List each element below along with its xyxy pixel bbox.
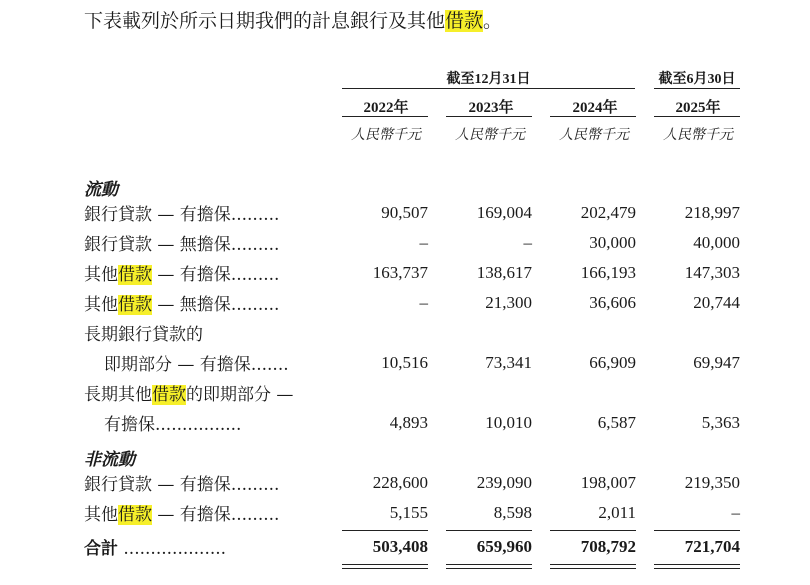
cell-value: 2,011 (598, 503, 636, 522)
cell-value: – (419, 293, 428, 312)
year-rule (446, 116, 532, 117)
subtotal-rule (654, 530, 740, 531)
cell-value: 69,947 (693, 353, 740, 372)
cell-value: – (731, 503, 740, 522)
subtotal-rule (446, 530, 532, 531)
total-value: 659,960 (476, 537, 532, 556)
intro-period: 。 (483, 10, 503, 32)
intro-sentence (84, 8, 502, 34)
unit-label: 人民幣千元 (351, 127, 421, 143)
header-group-rule (342, 88, 635, 89)
cell-value: 169,004 (476, 203, 532, 222)
unit-label: 人民幣千元 (559, 127, 629, 143)
header-group-jun30: 截至6月30日 (658, 72, 736, 87)
cell-value: 90,507 (381, 203, 428, 222)
cell-value: 21,300 (485, 293, 532, 312)
total-double-rule (654, 564, 740, 569)
row-label: 其他借款 — 有擔保......... (84, 505, 280, 525)
section-heading-current: 流動 (84, 180, 118, 200)
total-double-rule (342, 564, 428, 569)
cell-value: 4,893 (389, 413, 428, 432)
cell-value: 10,516 (381, 353, 428, 372)
year-rule (342, 116, 428, 117)
total-value: 708,792 (580, 537, 636, 556)
row-label: 銀行貸款 — 有擔保......... (84, 205, 280, 225)
cell-value: 10,010 (485, 413, 532, 432)
highlight-term: 借款 (118, 295, 152, 315)
row-label: 長期銀行貸款的 (84, 325, 203, 345)
row-label: 有擔保................ (104, 415, 242, 435)
cell-value: 239,090 (476, 473, 532, 492)
cell-value: 138,617 (476, 263, 532, 282)
year-rule (550, 116, 636, 117)
cell-value: 40,000 (693, 233, 740, 252)
highlight-term: 借款 (152, 385, 186, 405)
cell-value: – (419, 233, 428, 252)
cell-value: 20,744 (693, 293, 740, 312)
cell-value: 228,600 (372, 473, 428, 492)
row-label: 銀行貸款 — 無擔保......... (84, 235, 280, 255)
cell-value: 202,479 (580, 203, 636, 222)
year-header-2022: 2022年 (363, 100, 409, 116)
total-label: 合計 ................... (84, 539, 227, 559)
cell-value: 147,303 (684, 263, 740, 282)
year-header-2024: 2024年 (572, 100, 618, 116)
row-label: 即期部分 — 有擔保....... (104, 355, 289, 375)
cell-value: 218,997 (684, 203, 740, 222)
cell-value: 166,193 (580, 263, 636, 282)
subtotal-rule (550, 530, 636, 531)
subtotal-rule (342, 530, 428, 531)
cell-value: 73,341 (485, 353, 532, 372)
section-heading-non-current: 非流動 (84, 450, 135, 470)
cell-value: 66,909 (589, 353, 636, 372)
row-label: 其他借款 — 無擔保......... (84, 295, 280, 315)
total-double-rule (446, 564, 532, 569)
intro-text: 下表載列於所示日期我們的計息銀行及其他 (84, 10, 446, 32)
cell-value: – (523, 233, 532, 252)
year-header-2025: 2025年 (675, 100, 721, 116)
header-group-rule (654, 88, 740, 89)
highlight-term: 借款 (118, 505, 152, 525)
cell-value: 5,363 (701, 413, 740, 432)
row-label: 銀行貸款 — 有擔保......... (84, 475, 280, 495)
cell-value: 198,007 (580, 473, 636, 492)
total-value: 503,408 (372, 537, 428, 556)
year-header-2023: 2023年 (468, 100, 514, 116)
cell-value: 163,737 (372, 263, 428, 282)
unit-label: 人民幣千元 (663, 127, 733, 143)
cell-value: 5,155 (389, 503, 428, 522)
year-rule (654, 116, 740, 117)
cell-value: 30,000 (589, 233, 636, 252)
highlight-term: 借款 (445, 10, 484, 32)
cell-value: 36,606 (589, 293, 636, 312)
header-group-dec31: 截至12月31日 (446, 72, 531, 87)
total-value: 721,704 (684, 537, 740, 556)
cell-value: 6,587 (597, 413, 636, 432)
unit-label: 人民幣千元 (455, 127, 525, 143)
cell-value: 219,350 (684, 473, 740, 492)
total-double-rule (550, 564, 636, 569)
cell-value: 8,598 (493, 503, 532, 522)
row-label: 長期其他借款的即期部分 — (84, 385, 294, 405)
highlight-term: 借款 (118, 265, 152, 285)
row-label: 其他借款 — 有擔保......... (84, 265, 280, 285)
